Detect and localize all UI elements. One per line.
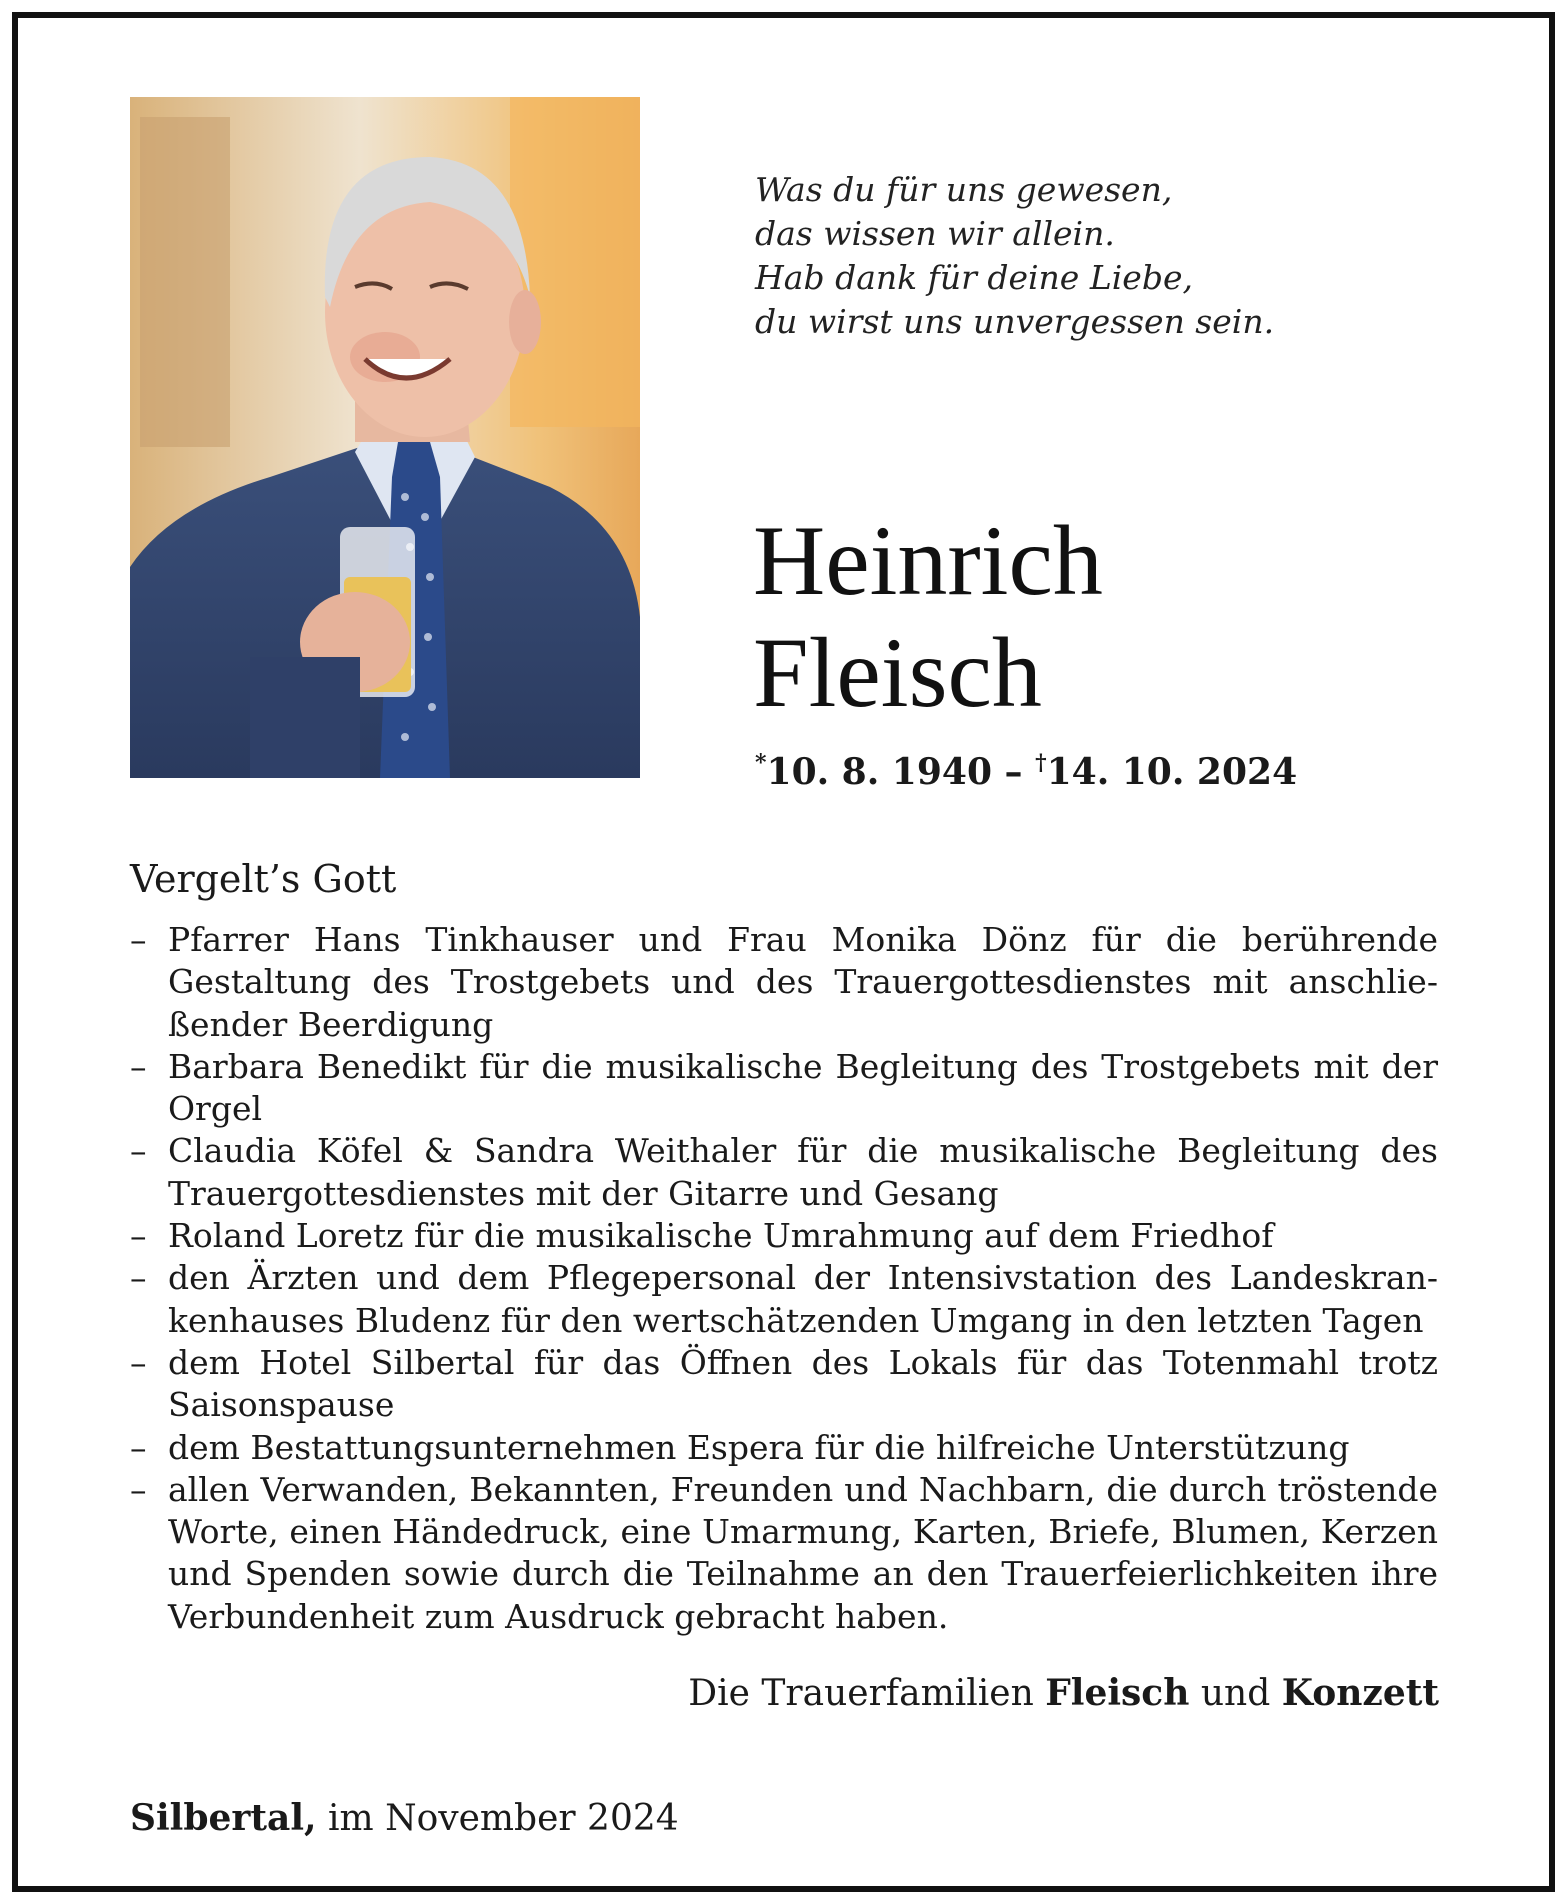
place-and-date	[130, 1797, 679, 1839]
deceased-name	[753, 505, 1103, 729]
list-item-text: dem Hotel Silbertal für das Öffnen des Lokals für das Totenmahl trotz Saisonspause	[168, 1342, 1438, 1425]
last-name: Fleisch	[753, 617, 1042, 728]
death-symbol: †	[1035, 750, 1047, 776]
list-item	[130, 1427, 1438, 1469]
list-item	[130, 1215, 1438, 1257]
list-item-text: Pfarrer Hans Tinkhauser und Frau Monika Dönz für die berührende Gestaltung des Trostgebets und des Trauergottesdienstes mit anschließender Beerdigung	[168, 920, 1438, 1044]
birth-date: 10. 8. 1940	[766, 751, 992, 793]
portrait-photo	[130, 97, 640, 778]
signature-prefix: Die Trauerfamilien	[688, 1673, 1046, 1714]
list-dash: –	[130, 920, 147, 959]
list-item	[130, 1046, 1438, 1131]
list-dash: –	[130, 1216, 147, 1256]
list-dash: –	[130, 1342, 147, 1382]
family-signature	[688, 1672, 1439, 1714]
family-name-2: Konzett	[1281, 1672, 1439, 1714]
place-date: im November 2024	[316, 1798, 679, 1839]
list-item	[130, 1342, 1438, 1427]
date-separator: –	[992, 751, 1036, 793]
thanks-list	[130, 919, 1438, 1638]
list-item-text: den Ärzten und dem Pflegepersonal der Intensivstation des Landeskrankenhauses Bludenz für den wertschätzenden Umgang in den letzten Tagen	[168, 1258, 1438, 1340]
poem-line: Hab dank für deine Liebe,	[755, 258, 1193, 297]
portrait-photo-image	[130, 97, 640, 778]
list-dash: –	[130, 1131, 147, 1171]
list-dash: –	[130, 1046, 147, 1086]
list-dash: –	[130, 1258, 147, 1298]
memorial-poem	[755, 168, 1274, 344]
list-dash: –	[130, 1427, 147, 1467]
place-town: Silbertal,	[130, 1797, 317, 1839]
list-item-text: Roland Loretz für die musikalische Umrahmung auf dem Friedhof	[168, 1216, 1274, 1256]
poem-line: du wirst uns unvergessen sein.	[755, 302, 1275, 341]
signature-conjunction: und	[1189, 1673, 1282, 1714]
list-item-text: allen Verwanden, Bekannten, Freunden und Nachbarn, die durch tröstende Worte, einen Händedruck, eine Umarmung, Karten, Briefe, Blumen, Kerzen und Spenden sowie durch die Teilnahme an den Trauerfeierlichkeiten ihre Verbundenheit zum Ausdruck gebracht haben.	[168, 1469, 1438, 1636]
list-dash: –	[130, 1469, 147, 1509]
list-item	[130, 919, 1438, 1046]
death-date: 14. 10. 2024	[1046, 751, 1298, 793]
list-item	[130, 1257, 1438, 1342]
family-name-1: Fleisch	[1045, 1672, 1190, 1714]
first-name: Heinrich	[753, 505, 1103, 616]
thanks-heading: Vergelt’s Gott	[130, 857, 397, 901]
list-item	[130, 1469, 1438, 1638]
list-item-text: Barbara Benedikt für die musikalische Begleitung des Trostgebets mit der Orgel	[168, 1046, 1438, 1129]
poem-line: Was du für uns gewesen,	[755, 170, 1173, 209]
list-item	[130, 1130, 1438, 1215]
list-item-text: dem Bestattungsunternehmen Espera für die hilfreiche Unterstützung	[168, 1427, 1350, 1467]
poem-line: das wissen wir allein.	[755, 214, 1115, 253]
list-item-text: Claudia Köfel & Sandra Weithaler für die musikalische Begleitung des Trauergottesdienstes mit der Gitarre und Gesang	[168, 1131, 1438, 1213]
life-dates	[755, 750, 1297, 793]
birth-symbol: *	[755, 750, 767, 776]
